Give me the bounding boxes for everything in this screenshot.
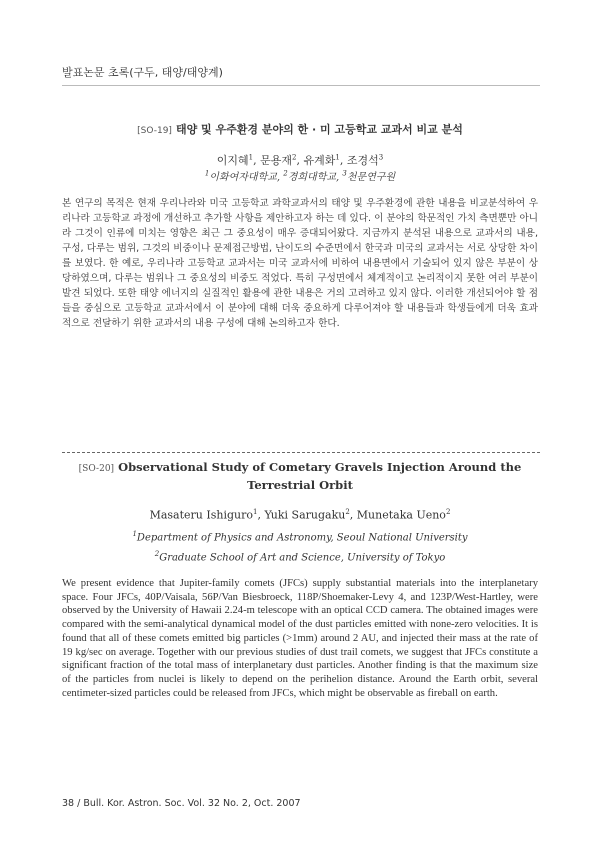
author-sup: 1 xyxy=(248,153,254,162)
abstract1-body: 본 연구의 목적은 현재 우리나라와 미국 고등학교 과학교과서의 태양 및 우주환경에 관한 내용을 비교분석하여 우리나라 고등학교 과정에 개선하고 추가할 사항을 제안하고자 하는 데 있다. 이 분야의 학문적인 가치 측면뿐만 아니라 그것이 인류에 미치는 영향은 최근 그 중요성이 매우 증대되어왔다. 지금까지 분석된 내용으로 교과서의 내용, 구성, 다루는 범위, 그것의 비중이나 문제접근방법, 난이도의 수준면에서 한국과 미국의 교과서는 서로 상당한 차이를 보였다. 한 예로, 우리나라 고등학교 교과서는 미국 교과서에 비하여 내용면에서 기술되어 있지 않은 부분이 상당하였으며, 다루는 범위나 그 중요성의 비중도 적었다. 특히 구성면에서 체계적이고 논리적이지 못한 여러 부분이 발견 되었다. 또한 태양 에너지의 실질적인 활용에 관한 내용은 거의 고려하고 있지 않다. 이러한 개선되어야 할 점들을 중심으로 고등학교 교과서에서 이 분야에 대해 더욱 중요하게 다루어져야 할 내용들과 학생들에게 더욱 효과적으로 전달하기 위한 교과서의 내용 구성에 대해 논의하고자 한다. xyxy=(62,198,538,329)
affil-sup: 2 xyxy=(154,550,160,559)
affil-name: Department of Physics and Astronomy, Seoul National University xyxy=(136,532,468,544)
abstract1-title xyxy=(60,121,540,137)
author-sup: 1 xyxy=(253,508,258,516)
abstract2-title-text: Observational Study of Cometary Gravels Injection Around the Terrestrial Orbit xyxy=(118,460,522,492)
affil-sup: 2 xyxy=(283,169,288,178)
abstract1-authors: 이지혜$^1$, 문용재$^2$, 유계화$^1$, 조경석$^3$ xyxy=(216,153,384,167)
affiliation-line xyxy=(60,546,540,566)
author-name: 이지혜 xyxy=(216,154,249,167)
section-header: 발표논문 초록(구두, 태양/태양계) xyxy=(62,66,223,79)
affil-sup: 3 xyxy=(342,169,347,178)
author-sup: 1 xyxy=(335,153,340,162)
affil-sup: 1 xyxy=(132,530,137,538)
affiliation-line xyxy=(60,526,540,546)
abstract2-title xyxy=(75,459,525,493)
abstract2-affiliations xyxy=(60,526,540,567)
author-sup: 2 xyxy=(345,508,350,516)
abstract-divider xyxy=(62,452,540,453)
affil-name: Graduate School of Art and Science, University of Tokyo xyxy=(159,552,446,564)
author-name: Munetaka Ueno xyxy=(356,508,446,522)
author-sup: 3 xyxy=(378,153,384,162)
author-name: 문용재 xyxy=(260,154,293,167)
author-name: Yuki Sarugaku xyxy=(264,508,346,522)
abstract1-code: [SO-19] xyxy=(137,126,172,136)
affil-sup: 1 xyxy=(204,169,210,178)
author-sup: 2 xyxy=(292,153,297,162)
affil-name: 천문연구원 xyxy=(346,172,396,183)
author-name: 조경석 xyxy=(346,154,379,167)
affil-name: 경희대학교 xyxy=(287,172,337,183)
abstract1-affiliations: $^1$이화여자대학교, $^2$경희대학교, $^3$천문연구원 xyxy=(204,169,396,183)
page-footer: 38 / Bull. Kor. Astron. Soc. Vol. 32 No. 2, Oct. 2007 xyxy=(62,798,301,809)
abstract2-body: We present evidence that Jupiter-family comets (JFCs) supply substantial materials into the interplanetary space. Four JFCs, 40P/Vaisala, 56P/Van Biesbroeck, 118P/Shoemaker-Levy 4, and 123P/West-Hartley, were observed by the University of Hawaii 2.24-m telescope with an optical CCD camera. The obtained images were compared with the semi-analytical dynamical model of the dust particles emitted with none-zero velocities. It is found that all of these comets emitted big particles (>1mm) around 2 AU, and injected their mass at the rate of 19 kg/sec on average. Together with our previous studies of dust trail comets, we suggest that JFCs constitute a significant fraction of the total mass of interplanetary dust particles. Another finding is that the maximum size of the particles from nuclei is likely to depend on the perihelion distance. Around the Earth orbit, several centimeter-sized particles could be released from JFCs, which might be observable as fireball on earth. xyxy=(62,578,538,699)
author-name: Masateru Ishiguro xyxy=(149,508,253,522)
abstract2-code: [SO-20] xyxy=(78,464,115,474)
abstract1-title-text: 태양 및 우주환경 분야의 한 · 미 고등학교 교과서 비교 분석 xyxy=(175,123,463,136)
affil-name: 이화여자대학교 xyxy=(209,172,277,183)
author-name: 유계화 xyxy=(303,154,336,167)
abstract2-authors: Masateru Ishiguro$^1$, Yuki Sarugaku$^2$, Munetaka Ueno$^2$ xyxy=(149,508,451,522)
header-divider xyxy=(62,85,540,86)
author-sup: 2 xyxy=(445,508,451,516)
